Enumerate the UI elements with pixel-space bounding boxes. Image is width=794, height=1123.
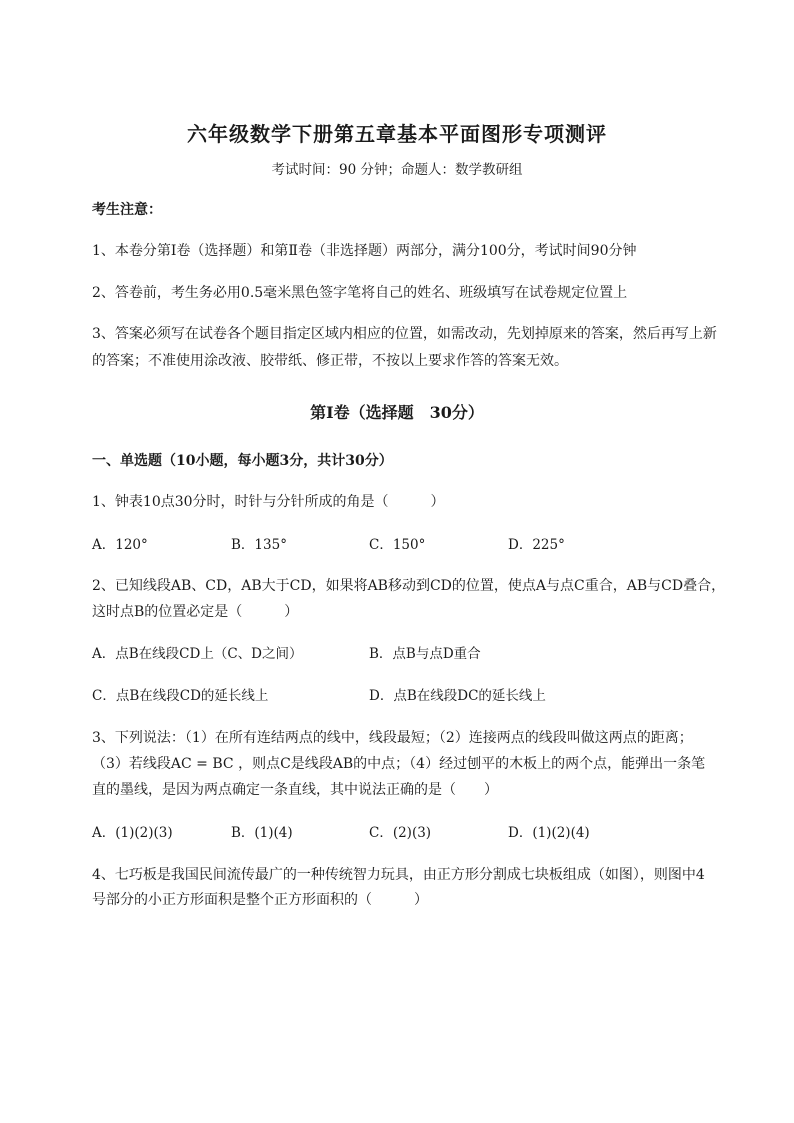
question-2-stem-line-1: 2、已知线段AB、CD，AB大于CD，如果将AB移动到CD的位置，使点A与点C重合，AB与CD叠合， (92, 578, 726, 594)
section-title: 第Ⅰ卷（选择题 30分） (310, 403, 484, 422)
question-1-option-a[interactable]: A．120° (92, 537, 148, 553)
question-3-option-d[interactable]: D．(1)(2)(4) (508, 825, 590, 841)
notice-item-3-line-2: 的答案；不准使用涂改液、胶带纸、修正带，不按以上要求作答的答案无效。 (92, 353, 568, 369)
notice-item-3-line-1: 3、答案必须写在试卷各个题目指定区域内相应的位置，如需改动，先划掉原来的答案，然后再写上新 (92, 326, 717, 342)
question-3-stem-line-3: 直的墨线，是因为两点确定一条直线，其中说法正确的是（ ） (92, 782, 498, 798)
question-1-stem: 1、钟表10点30分时，时针与分针所成的角是（ ） (92, 494, 445, 510)
page-title: 六年级数学下册第五章基本平面图形专项测评 (187, 122, 607, 146)
question-2-option-c[interactable]: C．点B在线段CD的延长线上 (92, 688, 269, 704)
question-3-option-b[interactable]: B．(1)(4) (231, 825, 293, 841)
question-1-option-b[interactable]: B．135° (231, 537, 287, 553)
question-2-stem-line-2: 这时点B的位置必定是（ ） (92, 604, 299, 620)
question-3-stem-line-2: （3）若线段AC = BC ，则点C是线段AB的中点；（4）经过刨平的木板上的两个点，能弹出一条笔 (92, 756, 706, 772)
question-3-stem-line-1: 3、下列说法：（1）在所有连结两点的线中，线段最短；（2）连接两点的线段叫做这两点的距离； (92, 730, 693, 746)
question-2-option-d[interactable]: D．点B在线段DC的延长线上 (369, 688, 546, 704)
part-heading: 一、单选题（10小题，每小题3分，共计30分） (92, 453, 393, 469)
question-3-option-a[interactable]: A．(1)(2)(3) (92, 825, 173, 841)
question-4-stem-line-1: 4、七巧板是我国民间流传最广的一种传统智力玩具，由正方形分割成七块板组成（如图），则图中4 (92, 867, 705, 883)
notice-item-1: 1、本卷分第Ⅰ卷（选择题）和第Ⅱ卷（非选择题）两部分，满分100分，考试时间90分钟 (92, 243, 637, 259)
question-1-option-c[interactable]: C．150° (369, 537, 426, 553)
question-4-stem-line-2: 号部分的小正方形面积是整个正方形面积的（ ） (92, 892, 428, 908)
question-2-option-b[interactable]: B．点B与点D重合 (369, 646, 481, 662)
question-2-option-a[interactable]: A．点B在线段CD上（C、D之间） (92, 646, 303, 662)
notice-item-2: 2、答卷前，考生务必用0.5毫米黑色签字笔将自己的姓名、班级填写在试卷规定位置上 (92, 285, 628, 301)
notice-heading: 考生注意： (92, 202, 162, 218)
question-1-option-d[interactable]: D．225° (508, 537, 565, 553)
question-3-option-c[interactable]: C．(2)(3) (369, 825, 432, 841)
exam-info: 考试时间：90 分钟；命题人：数学教研组 (271, 162, 523, 178)
